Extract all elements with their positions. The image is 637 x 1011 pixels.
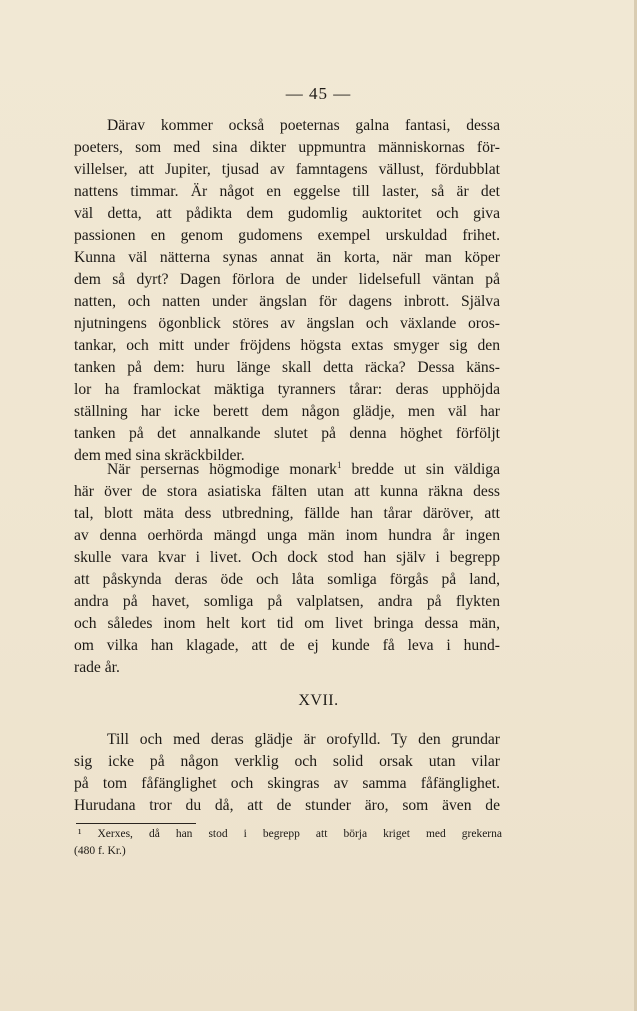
footnote-line (74, 826, 502, 843)
text-line: dem med sina skräckbilder. (74, 447, 245, 464)
footnote-text: Xerxes, då han stod i begrepp att börja kriget med grekerna (81, 828, 502, 840)
text-fragment: När persernas högmodige monark (107, 461, 337, 478)
footnote (74, 826, 502, 860)
footnote-rule (76, 823, 196, 824)
text-line: andra på havet, somliga på valplatsen, andra på flykten (74, 593, 500, 610)
text-fragment: bredde ut sin väldiga (341, 461, 500, 478)
text-line: Kunna väl nätterna synas annat än korta, när man köper (74, 249, 500, 266)
text-line: av denna oerhörda mängd unga män inom hundra år ingen (74, 527, 500, 544)
text-line: tankar, och mitt under fröjdens högsta extas smyger sig den (74, 337, 500, 354)
text-line: tanken på dem: huru länge skall detta räcka? Dessa käns- (74, 359, 500, 376)
footnote-marker: ¹ (78, 828, 82, 840)
text-line: tal, blott mäta dess utbredning, fällde han tårar däröver, att (74, 505, 500, 522)
text-line: tanken på det annalkande slutet på denna höghet förföljt (74, 425, 500, 442)
text-line: Därav kommer också poeternas galna fantasi, dessa (107, 117, 500, 134)
page-number: — 45 — (285, 84, 352, 103)
paragraph-3 (74, 729, 500, 817)
text-line: skulle vara kvar i livet. Och dock stod han själv i begrepp (74, 549, 500, 566)
text-line: rade år. (74, 659, 120, 676)
text-line: om vilka han klagade, att de ej kunde få leva i hund- (74, 637, 500, 654)
text-line: Hurudana tror du då, att de stunder äro, som även de (74, 797, 500, 814)
text-line: väl detta, att pådikta dem gudomlig auktoritet och giva (74, 205, 500, 222)
text-line: dem så dyrt? Dagen förlora de under lidelsefull väntan på (74, 271, 500, 288)
footnote-marker: 1 (336, 459, 342, 470)
section-heading: XVII. (298, 692, 339, 709)
text-line: passionen en genom gudomens exempel urskuldad frihet. (74, 227, 500, 244)
text-line: ställning har icke berett dem någon glädje, men väl har (74, 403, 500, 420)
text-line: villelser, att Jupiter, tjusad av famntagens vällust, fördubblat (74, 161, 500, 178)
text-line: Till och med deras glädje är orofylld. Ty den grundar (107, 731, 500, 748)
text-line: på tom fåfänglighet och skingras av samma fåfänglighet. (74, 775, 500, 792)
text-line: njutningens ögonblick störes av ängslan och växlande oros- (74, 315, 500, 332)
paragraph-1 (74, 115, 500, 467)
footnote-line: (480 f. Kr.) (74, 845, 126, 857)
text-line: här över de stora asiatiska fälten utan att kunna räkna dess (74, 483, 500, 500)
text-line: poeters, som med sina dikter uppmuntra människornas för- (74, 139, 500, 156)
text-line: och således inom helt kort tid om livet bringa dessa män, (74, 615, 500, 632)
text-line: sig icke på någon verklig och solid orsak utan vilar (74, 753, 500, 770)
text-line: att påskynda deras öde och låta somliga förgås på land, (74, 571, 500, 588)
text-line: nattens timmar. Är något en eggelse till laster, så är det (74, 183, 500, 200)
text-line (74, 459, 500, 481)
text-line: natten, och natten under ängslan för dagens inbrott. Själva (74, 293, 500, 310)
text-line: lor ha framlockat mäktiga tyranners tårar: deras upphöjda (74, 381, 500, 398)
paragraph-2 (74, 459, 500, 679)
